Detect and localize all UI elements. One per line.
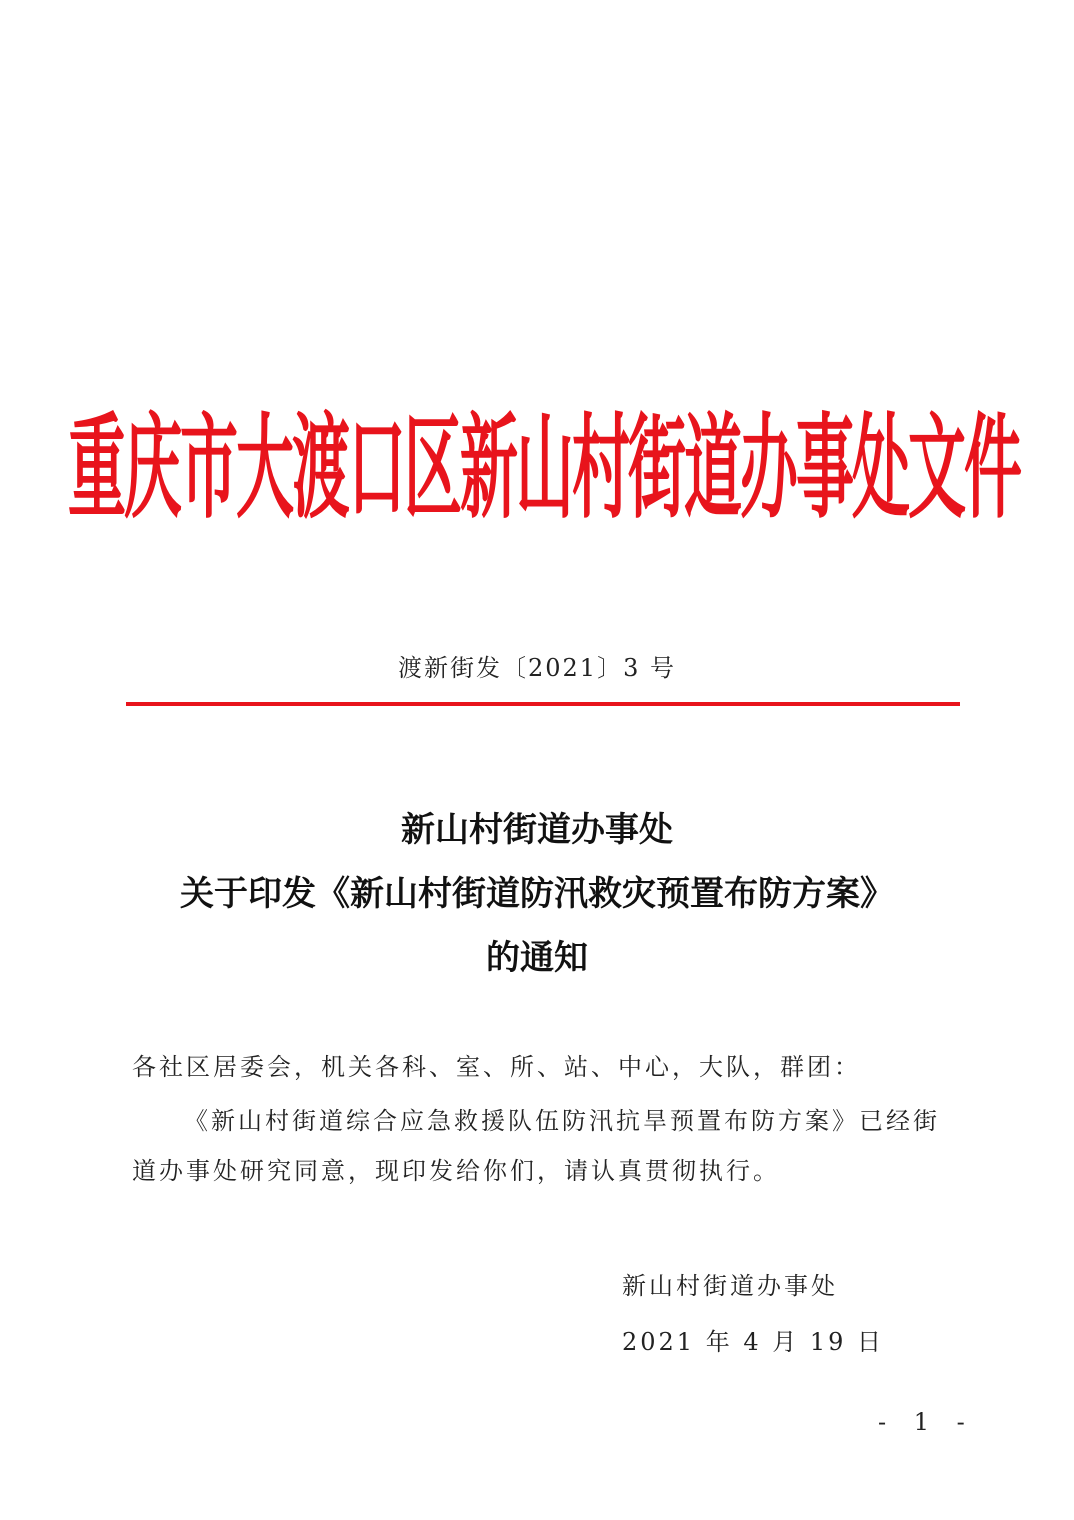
- body-paragraph: 《新山村街道综合应急救援队伍防汛抗旱预置布防方案》已经街道办事处研究同意，现印发给你们，请认真贯彻执行。: [132, 1107, 940, 1185]
- masthead-title: 重庆市大渡口区新山村街道办事处文件: [68, 401, 1021, 535]
- title-line-3: 的通知: [486, 938, 588, 978]
- signature-date: 2021 年 4 月 19 日: [622, 1328, 885, 1356]
- document-masthead: [68, 388, 1021, 535]
- page-number: - 1 -: [878, 1408, 975, 1436]
- signature-block: [622, 1258, 884, 1370]
- notice-title: [100, 798, 974, 990]
- signature-organization: 新山村街道办事处: [622, 1272, 838, 1300]
- title-line-1: 新山村街道办事处: [401, 810, 673, 850]
- red-separator-line: [126, 702, 960, 706]
- document-number: 渡新街发〔2021〕3 号: [398, 654, 676, 682]
- addressee-line: 各社区居委会，机关各科、室、所、站、中心，大队，群团：: [132, 1053, 861, 1081]
- title-line-2: 关于印发《新山村街道防汛救灾预置布防方案》: [180, 874, 894, 914]
